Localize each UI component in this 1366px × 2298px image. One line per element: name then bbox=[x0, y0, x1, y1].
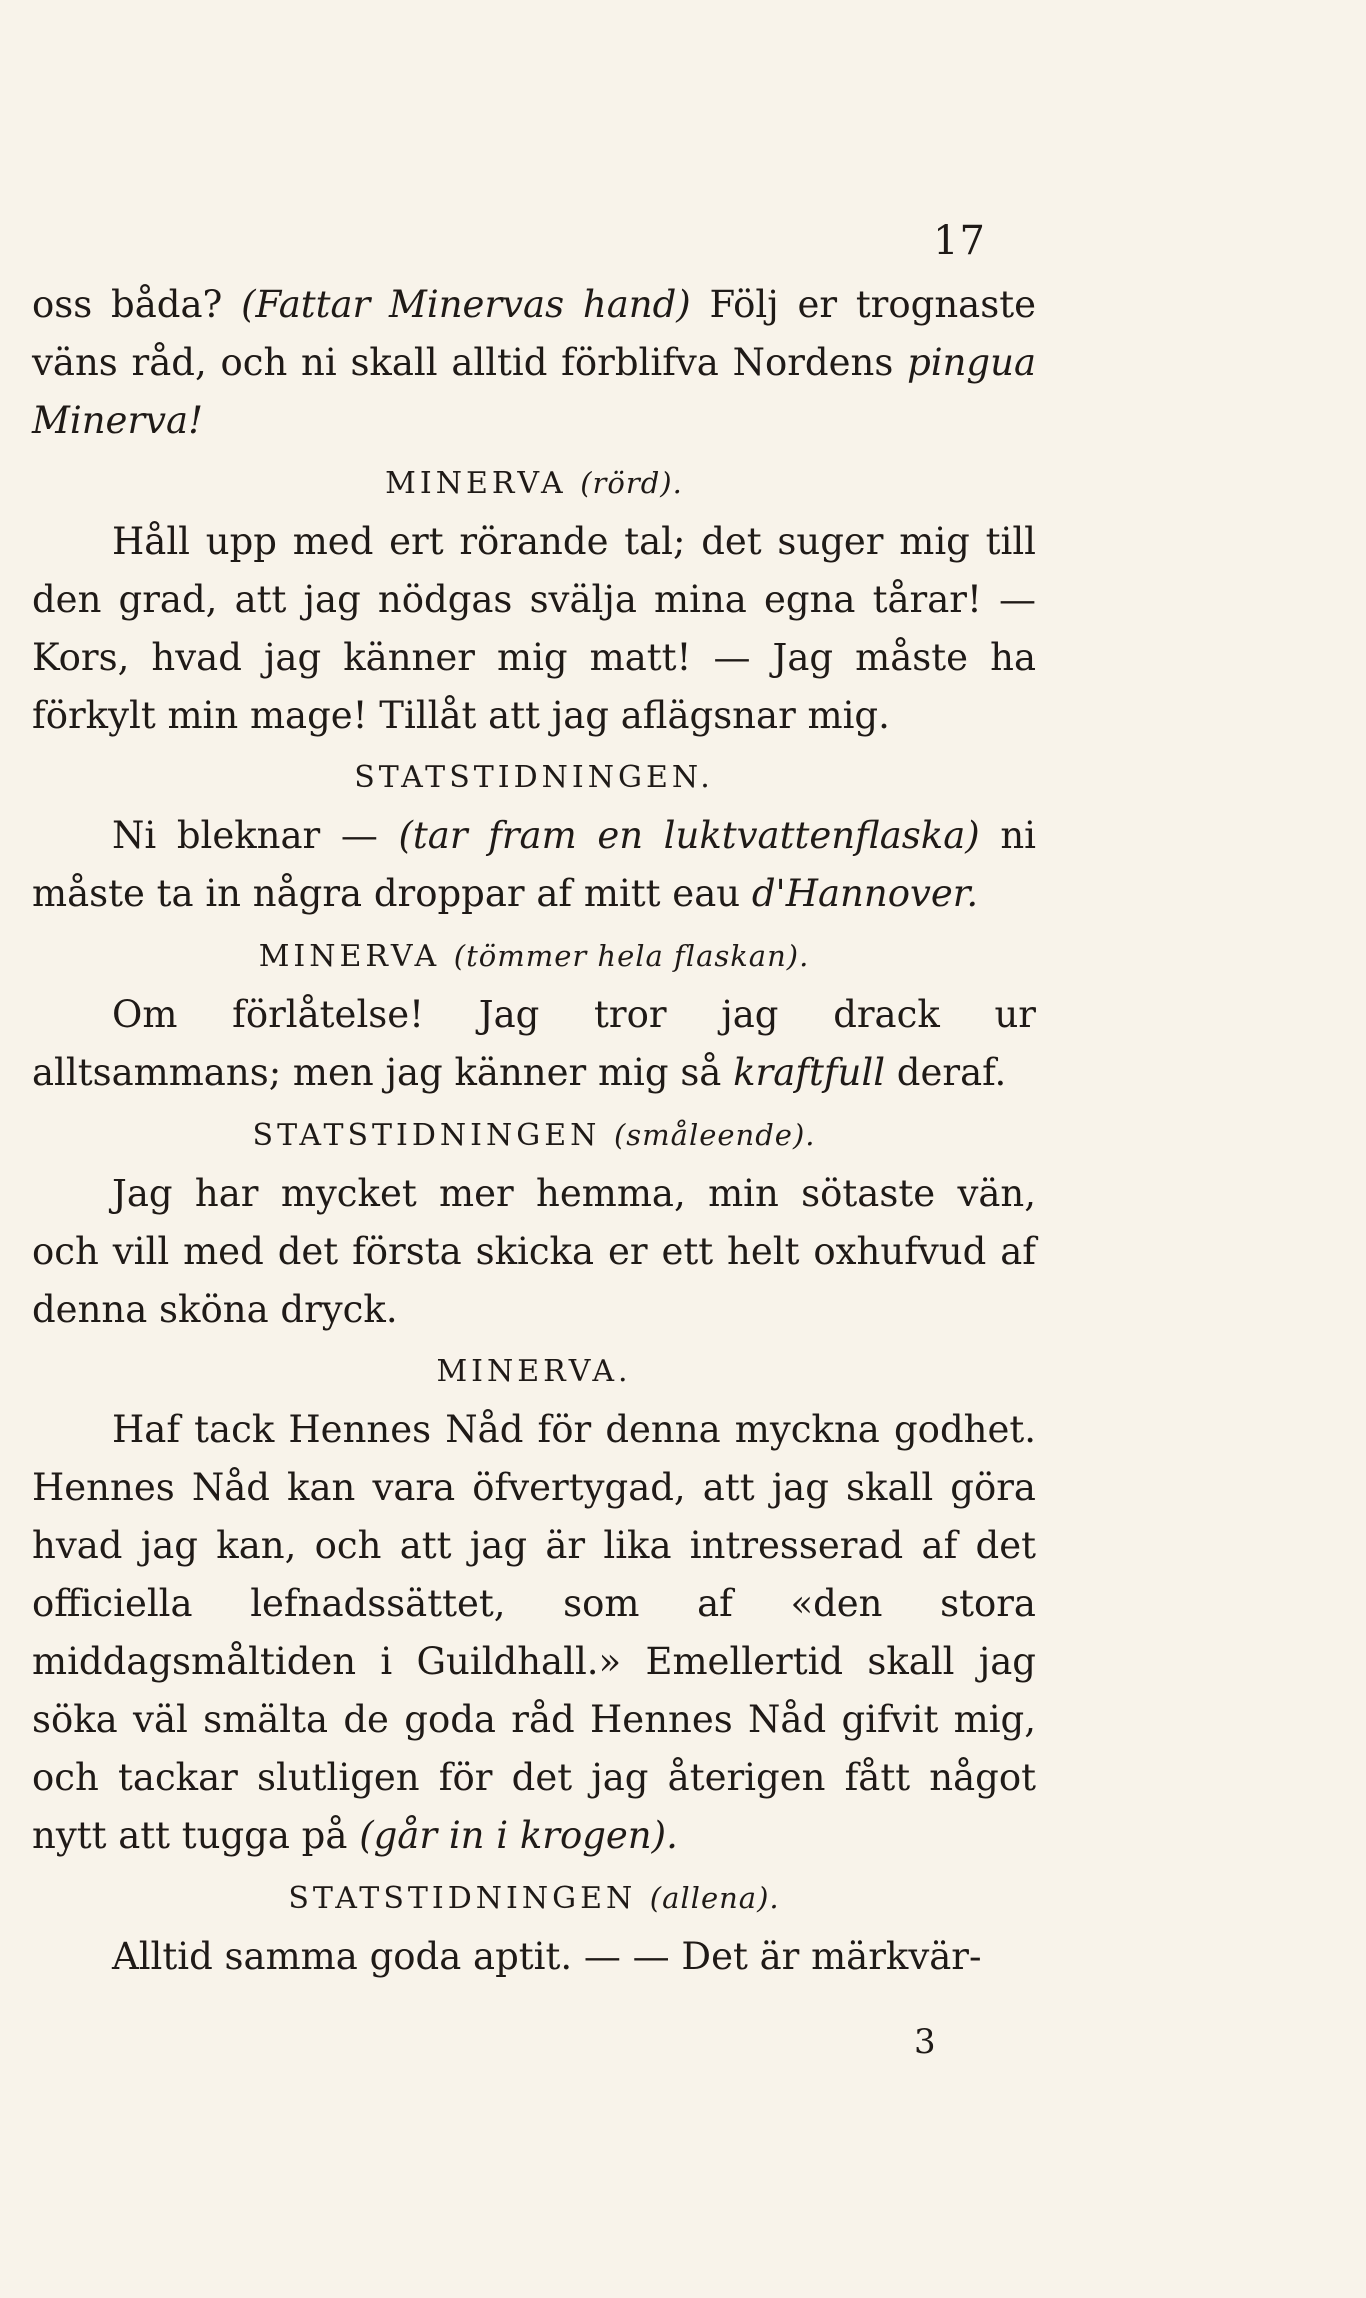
text-run: oss båda? bbox=[32, 283, 242, 326]
stage-direction: (rörd). bbox=[580, 466, 683, 500]
stage-direction: (allena). bbox=[649, 1881, 780, 1915]
speaker-heading bbox=[32, 1869, 1036, 1928]
dialogue-paragraph bbox=[32, 513, 1036, 745]
italic-text: d'Hannover. bbox=[751, 872, 979, 915]
text-run: Följ er trognaste väns råd, och ni skall alltid förblifva Nordens bbox=[32, 283, 1036, 384]
speaker-name: MINERVA bbox=[385, 466, 567, 501]
speaker-heading bbox=[32, 454, 1036, 513]
italic-text: kraftfull bbox=[733, 1051, 886, 1094]
page-number: 17 bbox=[933, 218, 986, 264]
text-run: Haf tack Hennes Nåd för denna myckna godhet. Hennes Nåd kan vara öfvertygad, att jag skall göra hvad jag kan, och att jag är lika intresserad af det officiella lefnadssättet, som af «den stora middagsmåltiden i Guildhall.» Emellertid skall jag söka väl smälta de goda råd Hennes Nåd gifvit mig, och tackar slutligen för det jag återigen fått något nytt att tugga på bbox=[32, 1408, 1036, 1857]
italic-text: (tar fram en luktvattenflaska) bbox=[398, 814, 980, 857]
dialogue-paragraph bbox=[32, 1401, 1036, 1865]
italic-text: (Fattar Minervas hand) bbox=[241, 283, 691, 326]
speaker-heading bbox=[32, 1106, 1036, 1165]
signature-mark: 3 bbox=[914, 2022, 936, 2062]
speaker-name: STATSTIDNINGEN bbox=[252, 1118, 601, 1153]
speaker-name: MINERVA bbox=[258, 939, 441, 974]
text-run: Om förlåtelse! Jag tror jag drack ur alltsammans; men jag känner mig så bbox=[32, 993, 1036, 1094]
dialogue-paragraph bbox=[32, 1928, 1036, 1986]
speaker-heading bbox=[32, 927, 1036, 986]
stage-direction: (tömmer hela flaskan). bbox=[453, 939, 810, 973]
dialogue-paragraph bbox=[32, 807, 1036, 923]
page-text bbox=[32, 276, 1036, 1986]
text-run: Alltid samma goda aptit. — — Det är märkvär- bbox=[112, 1935, 982, 1978]
text-run: Håll upp med ert rörande tal; det suger mig till den grad, att jag nödgas svälja mina egna tårar! — Kors, hvad jag känner mig matt! — Jag måste ha förkylt min mage! Tillåt att jag aflägsnar mig. bbox=[32, 520, 1036, 737]
speaker-name: STATSTIDNINGEN bbox=[288, 1881, 637, 1916]
italic-text: (går in i krogen). bbox=[359, 1814, 678, 1857]
text-run: ni måste ta in några droppar af mitt eau bbox=[32, 814, 1036, 915]
text-run: deraf. bbox=[885, 1051, 1007, 1094]
italic-text: pingua Minerva! bbox=[32, 341, 1036, 442]
speaker-heading bbox=[32, 1343, 1036, 1401]
dialogue-paragraph bbox=[32, 986, 1036, 1102]
speaker-name: STATSTIDNINGEN. bbox=[354, 760, 714, 795]
text-run: Ni bleknar — bbox=[112, 814, 399, 857]
speaker-heading bbox=[32, 749, 1036, 807]
speaker-name: MINERVA. bbox=[436, 1354, 632, 1389]
stage-direction: (småleende). bbox=[613, 1118, 816, 1152]
dialogue-paragraph bbox=[32, 1165, 1036, 1339]
text-run: Jag har mycket mer hemma, min sötaste vän, och vill med det första skicka er ett helt oxhufvud af denna sköna dryck. bbox=[32, 1172, 1036, 1331]
dialogue-paragraph bbox=[32, 276, 1036, 450]
